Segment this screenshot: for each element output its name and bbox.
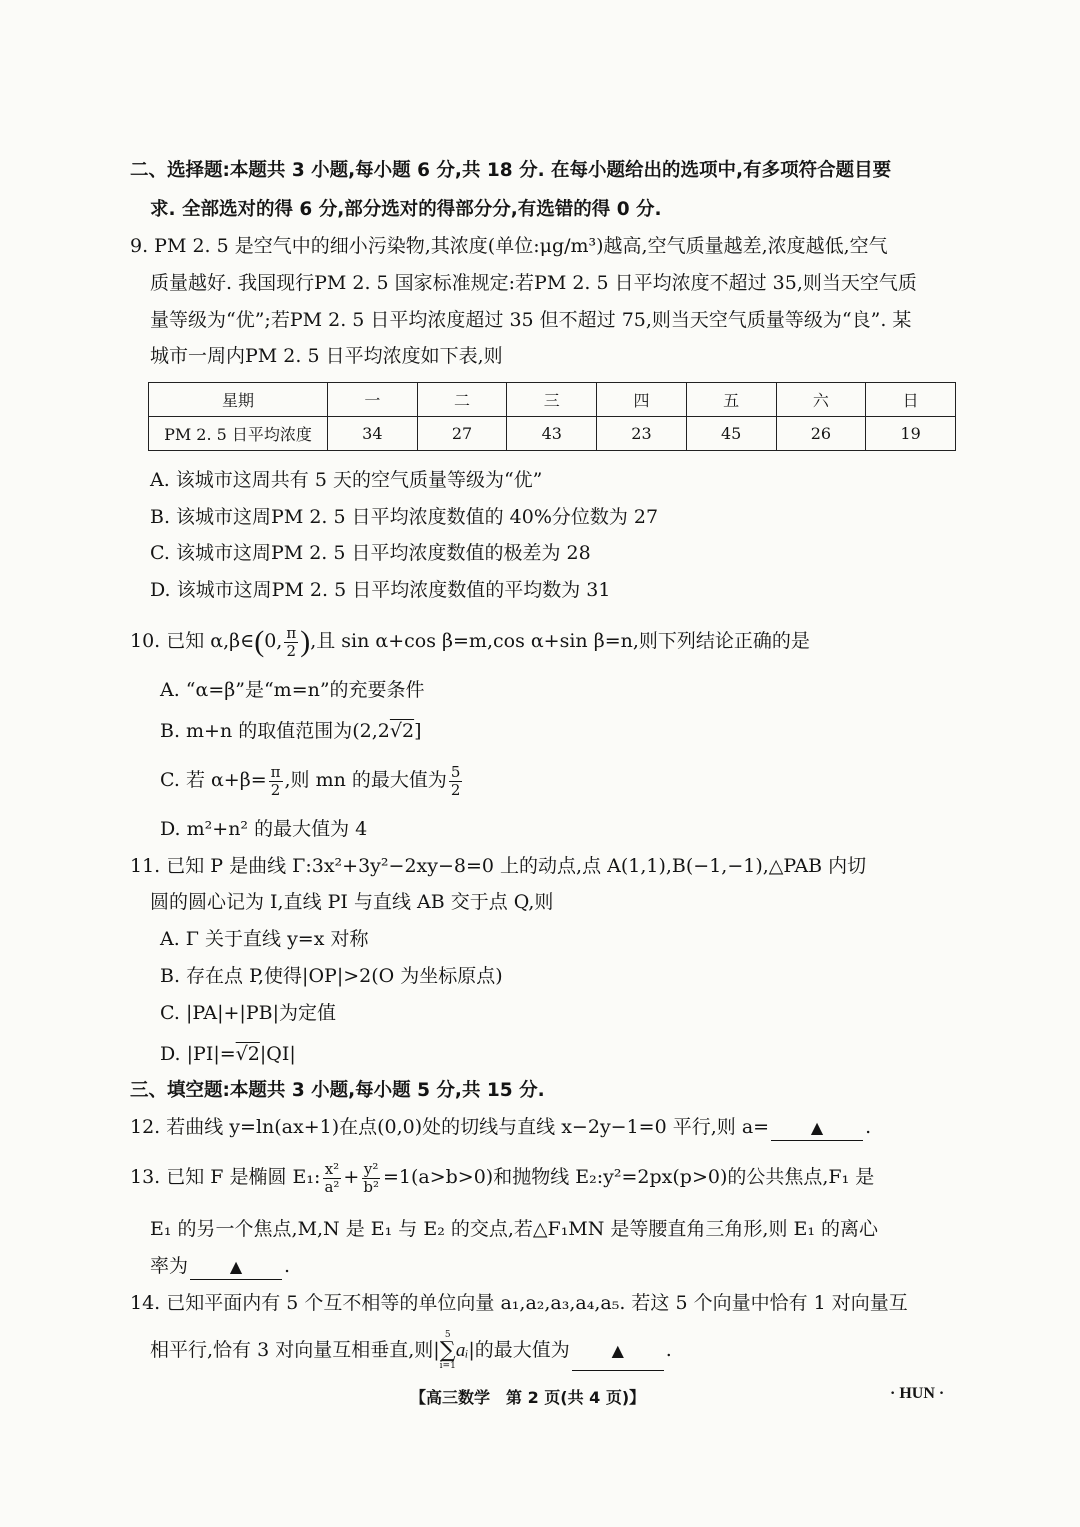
q13-line3 — [150, 1253, 290, 1280]
q10-option-b-end: ] — [414, 720, 422, 742]
table-cell: 二 — [417, 383, 507, 417]
q14-line2 — [150, 1330, 672, 1372]
q11-option-d-start: D. |PI|= — [160, 1043, 236, 1065]
section2-heading-line2: 求. 全部选对的得 6 分,部分选对的得部分分,有选错的得 0 分. — [150, 199, 662, 220]
table-cell: 日 — [866, 383, 956, 417]
q9-option-d: D. 该城市这周PM 2. 5 日平均浓度数值的平均数为 31 — [150, 579, 611, 601]
table-cell: 三 — [507, 383, 597, 417]
five-halves-fraction — [449, 764, 463, 799]
q10-interval-left: 0, — [264, 630, 283, 652]
q11-line2: 圆的圆心记为 I,直线 PI 与直线 AB 交于点 Q,则 — [150, 891, 554, 913]
pm25-table — [148, 382, 956, 451]
q10-option-b-start: B. m+n 的取值范围为(2,2 — [160, 720, 390, 742]
answer-blank — [771, 1114, 863, 1141]
q12-end: . — [865, 1116, 872, 1138]
fraction-numerator: y² — [363, 1159, 379, 1178]
q13-end: . — [284, 1255, 291, 1277]
fraction-denominator: b² — [363, 1177, 379, 1196]
fraction-numerator: π — [286, 623, 297, 642]
table-cell: 34 — [328, 417, 418, 451]
section3-heading: 三、填空题:本题共 3 小题,每小题 5 分,共 15 分. — [130, 1080, 545, 1101]
fraction-denominator: a² — [324, 1177, 340, 1196]
q10-option-c-start: C. 若 α+β= — [160, 769, 267, 791]
table-cell: 四 — [597, 383, 687, 417]
q9-option-c: C. 该城市这周PM 2. 5 日平均浓度数值的极差为 28 — [150, 542, 591, 564]
q10-option-c — [160, 760, 464, 800]
q14-line2-start: 相平行,恰有 3 对向量互相垂直,则| — [150, 1339, 440, 1361]
table-row — [149, 383, 956, 417]
x2-over-a2-fraction — [322, 1161, 341, 1196]
q13-middle: =1(a>b>0)和抛物线 E₂:y²=2px(p>0)的公共焦点,F₁ 是 — [382, 1166, 875, 1188]
triangle-icon: ▲ — [810, 1118, 824, 1137]
q9-line1: 9. PM 2. 5 是空气中的细小污染物,其浓度(单位:μg/m³)越高,空气质量越差,浓度越低,空气 — [130, 235, 888, 257]
answer-blank — [572, 1330, 664, 1371]
q10-option-a: A. “α=β”是“m=n”的充要条件 — [160, 679, 425, 701]
fraction-numerator: π — [270, 762, 281, 781]
q11-option-a: A. Γ 关于直线 y=x 对称 — [160, 928, 369, 950]
q10-option-c-mid: ,则 mn 的最大值为 — [284, 769, 447, 791]
sum-term: aᵢ — [455, 1340, 469, 1361]
q11-option-d-end: |QI| — [259, 1043, 296, 1065]
q9-option-b: B. 该城市这周PM 2. 5 日平均浓度数值的 40%分位数为 27 — [150, 506, 659, 528]
fraction-denominator: 2 — [270, 780, 281, 799]
fraction-numerator: x² — [324, 1159, 340, 1178]
table-cell: 26 — [776, 417, 866, 451]
sqrt-two: √2 — [235, 1043, 260, 1065]
table-cell: 六 — [776, 383, 866, 417]
table-cell: 27 — [417, 417, 507, 451]
sum-lower-limit: i=1 — [439, 1361, 456, 1371]
y2-over-b2-fraction — [361, 1161, 381, 1196]
q11-option-b: B. 存在点 P,使得|OP|>2(O 为坐标原点) — [160, 965, 503, 987]
section2-heading-line1: 二、选择题:本题共 3 小题,每小题 6 分,共 18 分. 在每小题给出的选项中,有多项符合题目要 — [130, 160, 892, 181]
q12-text: 12. 若曲线 y=ln(ax+1)在点(0,0)处的切线与直线 x−2y−1=0 平行,则 a= — [130, 1116, 770, 1138]
q13-start: 13. 已知 F 是椭圆 E₁: — [130, 1166, 321, 1188]
q14-line2-end: |的最大值为 — [468, 1339, 570, 1361]
q10-stem-end: ,且 sin α+cos β=m,cos α+sin β=n,则下列结论正确的是 — [310, 630, 810, 652]
q10-option-d: D. m²+n² 的最大值为 4 — [160, 818, 368, 840]
table-header-cell: 星期 — [149, 383, 328, 417]
footer-region-code: · HUN · — [890, 1385, 945, 1402]
sum-upper-limit: 5 — [444, 1330, 451, 1340]
pi-over-2-fraction — [284, 625, 298, 660]
q13-line3-text: 率为 — [150, 1255, 189, 1277]
table-cell: 23 — [597, 417, 687, 451]
q14-end: . — [665, 1339, 672, 1361]
q11-line1: 11. 已知 P 是曲线 Γ:3x²+3y²−2xy−8=0 上的动点,点 A(1,1),B(−1,−1),△PAB 内切 — [130, 855, 867, 877]
fraction-numerator: 5 — [450, 762, 461, 781]
triangle-icon: ▲ — [229, 1257, 243, 1276]
footer-page-info: 【高三数学 第 2 页(共 4 页)】 — [410, 1388, 646, 1407]
q11-option-d — [160, 1041, 296, 1067]
table-cell: 19 — [866, 417, 956, 451]
fraction-denominator: 2 — [450, 780, 461, 799]
q10-stem: 10. 已知 α,β∈(0, $\frac{\pi}{2}$ ),且 sin α+cos β=m,cos α+sin β=n,则下列结论正确的是 — [130, 623, 810, 660]
table-cell: 45 — [686, 417, 776, 451]
triangle-icon: ▲ — [611, 1341, 624, 1360]
q9-line3: 量等级为“优”;若PM 2. 5 日平均浓度超过 35 但不超过 75,则当天空气质量等级为“良”. 某 — [150, 309, 912, 331]
plus-sign: + — [343, 1166, 360, 1188]
q9-option-a: A. 该城市这周共有 5 天的空气质量等级为“优” — [150, 469, 543, 491]
table-cell: 五 — [686, 383, 776, 417]
fraction-denominator: 2 — [286, 641, 297, 660]
q13-line1 — [130, 1154, 874, 1200]
table-cell: 43 — [507, 417, 597, 451]
q9-line2: 质量越好. 我国现行PM 2. 5 国家标准规定:若PM 2. 5 日平均浓度不超过 35,则当天空气质 — [150, 272, 917, 294]
summation — [440, 1330, 456, 1372]
table-cell: 一 — [328, 383, 418, 417]
q12 — [130, 1114, 871, 1141]
table-header-cell: PM 2. 5 日平均浓度 — [149, 417, 328, 451]
sigma-icon: ∑ — [439, 1338, 456, 1363]
q11-option-c: C. |PA|+|PB|为定值 — [160, 1002, 336, 1024]
sqrt-two: √2 — [389, 720, 415, 742]
q10-option-b — [160, 718, 422, 744]
q9-line4: 城市一周内PM 2. 5 日平均浓度如下表,则 — [150, 345, 503, 367]
q13-line2: E₁ 的另一个焦点,M,N 是 E₁ 与 E₂ 的交点,若△F₁MN 是等腰直角三角形,则 E₁ 的离心 — [150, 1218, 879, 1240]
answer-blank — [190, 1253, 282, 1280]
q10-stem-start: 10. 已知 α,β∈ — [130, 630, 255, 652]
pi-over-2-fraction — [269, 764, 283, 799]
q14-line1: 14. 已知平面内有 5 个互不相等的单位向量 a₁,a₂,a₃,a₄,a₅. 若这 5 个向量中恰有 1 对向量互 — [130, 1292, 908, 1314]
table-row — [149, 417, 956, 451]
